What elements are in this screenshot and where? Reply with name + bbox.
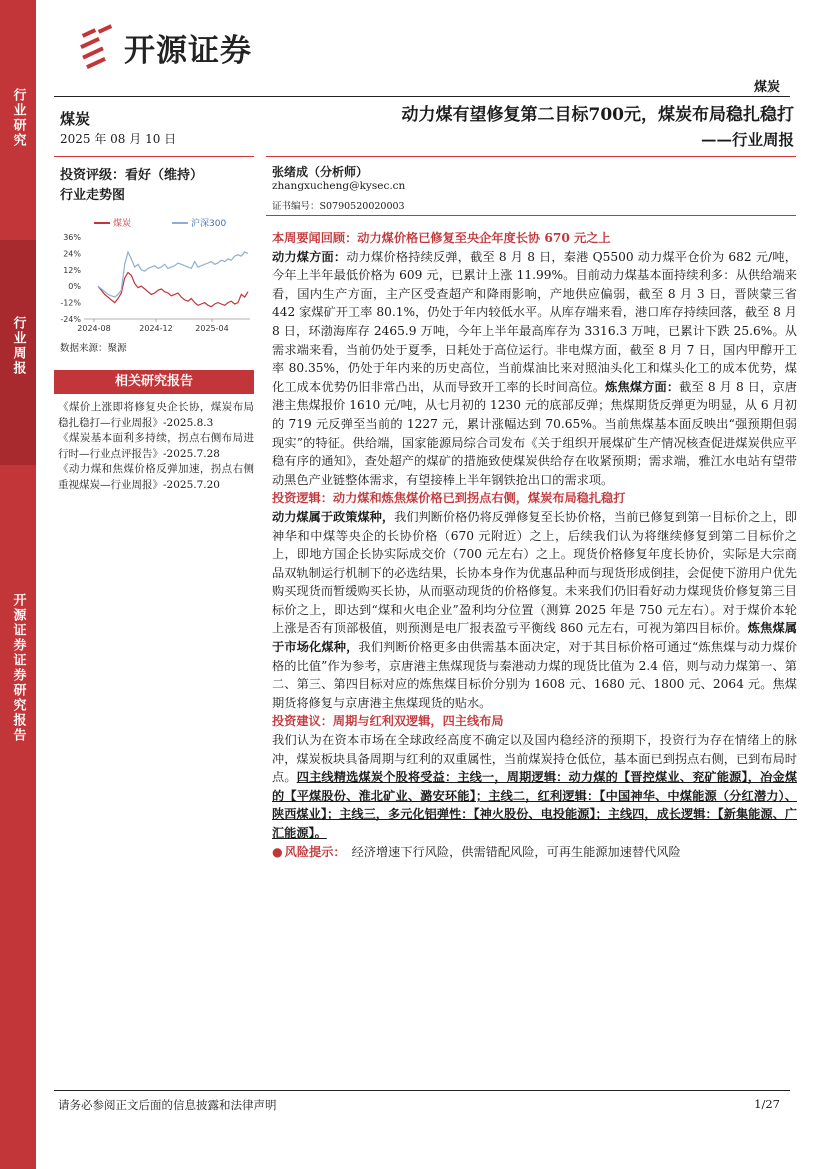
paragraph-text: 我们认为在资本市场在全球政经高度不确定以及国内稳经济的预期下，投资行为存在情绪上的脉冲，煤炭板块具备周期与红利的双重属性，当前煤炭持仓低位，基本面已到拐点右侧，已到布局时点。 xyxy=(272,733,797,785)
report-body xyxy=(272,229,797,861)
section-title-investment-advice: 投资建议：周期与红利双逻辑，四主线布局 xyxy=(272,714,504,729)
analyst-name: 张绪成（分析师） xyxy=(272,165,369,179)
paragraph-text: 我们判断价格更多由供需基本面决定，对于其目标价格可通过“炼焦煤与动力煤价格的比值”作为参考，京唐港主焦煤现货与秦港动力煤的现货比值为 2.4 倍，则与动力煤第一、第二、第三、第四目标对应的炼焦煤目标价分别为 1608 元、1680 元、1800 元、2064 元。焦煤期货将修复与京唐港主焦煤现货的贴水。 xyxy=(272,640,798,710)
paragraph-label: 炼焦煤属于市场化煤种， xyxy=(272,621,798,655)
risk-warning xyxy=(272,843,797,862)
paragraph-investment-logic xyxy=(272,508,797,713)
report-subtitle: ——行业周报 xyxy=(700,130,794,149)
related-reports-list xyxy=(58,400,254,493)
investment-rating: 投资评级：看好（维持） xyxy=(60,168,204,183)
analyst-bottom-divider xyxy=(266,215,796,216)
risk-text: 经济增速下行风险，供需错配风险，可再生能源加速替代风险 xyxy=(351,844,681,859)
paragraph-thermal-coal xyxy=(272,248,797,490)
side-label-weekly: 行业周报 xyxy=(0,240,36,465)
y-tick-label: 24% xyxy=(63,249,81,259)
related-report-item[interactable]: 《煤炭基本面利多持续，拐点右侧布局进行时—行业点评报告》-2025.7.28 xyxy=(58,432,254,460)
paragraph-label: 动力煤方面： xyxy=(272,249,347,264)
related-report-item[interactable]: 《煤价上涨即将修复央企长协，煤炭布局稳扎稳打—行业周报》-2025.8.3 xyxy=(58,401,254,429)
related-reports-header: 相关研究报告 xyxy=(54,370,254,394)
risk-label: 风险提示： xyxy=(284,844,346,859)
y-tick-label: -12% xyxy=(60,298,81,308)
legend-label: 煤炭 xyxy=(113,219,132,229)
analyst-cert: 证书编号：S0790520020003 xyxy=(272,201,405,212)
x-tick-label: 2024-08 xyxy=(77,324,111,333)
report-title: 动力煤有望修复第二目标700元，煤炭布局稳扎稳打 xyxy=(401,105,794,125)
industry-trend-chart xyxy=(54,215,254,335)
logo-mark-icon xyxy=(78,23,118,71)
header-divider xyxy=(54,96,790,97)
side-label-research: 行业研究 xyxy=(0,0,36,240)
paragraph-label: 动力煤属于政策煤种， xyxy=(272,509,395,524)
paragraph-text: 我们判断价格仍将反弹修复至长协价格，当前已修复到第一目标价之上，即神华和中煤等央企的长协价格（670 元附近）之上，后续我们认为将继续修复到第二目标价之上，即地方国企长协实际成交价（700 元左右）之上。现货价格修复年度长协价，实际是大宗商品双轨制运行机制下的必选结果，长协本身作为优惠品种而与现货形成倒挂，会促使下游用户优先购买现货而暂缓购买长协，从而驱动现货的价格修复。未来我们仍旧看好动力煤现货价修复第三目标价之上，即达到“煤和火电企业”盈利均分位置（测算 2025 年是 750 元左右）。对于煤价本轮上涨是否有顶部极值，则预测是电厂报表盈亏平衡线 860 元左右，可视为第四目标价。 xyxy=(272,509,798,636)
series-line-coal xyxy=(98,273,248,307)
paragraph-label: 炼焦煤方面： xyxy=(605,379,680,394)
paragraph-investment-advice xyxy=(272,731,797,843)
section-title-investment-logic: 投资逻辑：动力煤和炼焦煤价格已到拐点右侧，煤炭布局稳扎稳打 xyxy=(272,491,626,506)
chart-source: 数据来源：聚源 xyxy=(60,343,127,354)
logo-text: 开源证券 xyxy=(124,32,252,69)
y-tick-label: 12% xyxy=(63,265,81,275)
footer-divider xyxy=(54,1090,790,1091)
header-industry: 煤炭 xyxy=(753,80,780,95)
footer-disclaimer: 请务必参阅正文后面的信息披露和法律声明 xyxy=(58,1098,277,1112)
side-label-company: 开源证券证券研究报告 xyxy=(0,465,36,1169)
y-tick-label: -24% xyxy=(60,315,81,324)
bullet-icon: ● xyxy=(272,844,283,859)
x-tick-label: 2024-12 xyxy=(139,324,173,333)
left-industry: 煤炭 xyxy=(60,110,91,128)
legend-label: 沪深300 xyxy=(191,219,227,229)
page-number: 1/27 xyxy=(754,1097,780,1111)
trend-chart-title: 行业走势图 xyxy=(60,188,126,203)
related-report-item[interactable]: 《动力煤和焦煤价格反弹加速，拐点右侧重视煤炭—行业周报》-2025.7.20 xyxy=(58,463,254,491)
x-tick-label: 2025-04 xyxy=(195,324,229,333)
analyst-top-divider xyxy=(266,156,796,157)
left-divider xyxy=(54,156,254,157)
y-tick-label: 36% xyxy=(63,233,81,242)
paragraph-text: 截至 8 月 8 日，京唐港主焦煤报价 1610 元/吨，从七月初的 1230 元的底部反弹；焦煤期货反弹更为明显，从 6 月初的 719 元反弹至当前的 1227 元，累计涨幅达到 70.65%。当前焦煤基本面反映出“强预期但弱现实”的特征。供给端，国家能源局综合司发布《关于组织开展煤矿生产情况核查促进煤炭供应平稳有序的通知》，查处超产的煤矿的措施致使煤炭供给存在收紧预期；需求端，雅江水电站有望带动黑色产业链整体需求，有望接棒上半年钢铁抢出口的需求项。 xyxy=(272,379,797,487)
report-date: 2025 年 08 月 10 日 xyxy=(60,132,177,146)
y-tick-label: 0% xyxy=(68,282,81,292)
company-logo xyxy=(78,22,252,72)
series-line-hs300 xyxy=(98,252,248,297)
trend-chart-svg xyxy=(54,215,254,335)
section-title-weekly-news: 本周要闻回顾：动力煤价格已修复至央企年度长协 670 元之上 xyxy=(272,231,611,245)
analyst-email[interactable]: zhangxucheng@kysec.cn xyxy=(272,180,406,192)
paragraph-text: 动力煤价格持续反弹，截至 8 月 8 日，秦港 Q5500 动力煤平仓价为 682 元/吨，今年上半年最低价格为 609 元，已累计上涨 11.99%。目前动力煤基本面持续利多：从供给端来看，国内生产方面，主产区受查超产和降雨影响，产地供应偏弱，截至 8 月 3 日，晋陕蒙三省 442 家煤矿开工率 80.1%，仍处于年内较低水平。从库存端来看，港口库存持续回落，截至 8 月 8 日，环渤海库存 2465.9 万吨，今年上半年最高库存为 3316.3 万吨，已累计下跌 25.6%。从需求端来看，当前仍处于夏季，日耗处于高位运行。非电煤方面，截至 8 月 7 日，国内甲醇开工率 80.35%，仍处于年内来的历史高位，当前煤油比来对照油头化工和煤头化工的成本优势，煤化工成本优势仍旧非常凸出，从而导致开工率的长时间高位。 xyxy=(272,249,797,394)
stock-picks: 四主线精选煤炭个股将受益：主线一，周期逻辑：动力煤的【晋控煤业、兖矿能源】，冶金煤的【平煤股份、淮北矿业、潞安环能】；主线二，红利逻辑：【中国神华、中煤能源（分红潜力）、陕西煤业】；主线三，多元化铝弹性：【神火股份、电投能源】；主线四，成长逻辑：【新集能源、广汇能源】。 xyxy=(272,770,798,840)
